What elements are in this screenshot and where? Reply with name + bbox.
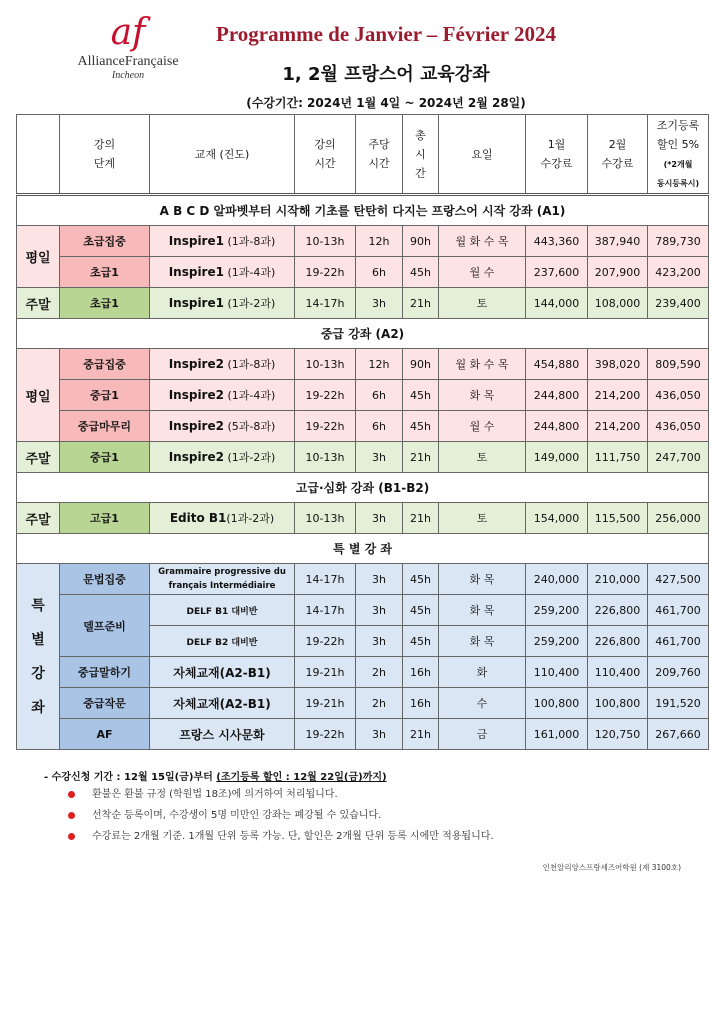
day-weekend: 주말	[17, 288, 60, 319]
table-cell: 문법집중	[60, 564, 150, 595]
table-cell: 3h	[356, 626, 403, 657]
table-cell: 461,700	[648, 626, 709, 657]
table-cell: 90h	[403, 226, 439, 257]
table-cell: 100,800	[526, 688, 588, 719]
table-cell: 45h	[403, 564, 439, 595]
table-cell: 237,600	[526, 257, 588, 288]
table-cell: 고급1	[60, 503, 150, 534]
table-cell: 115,500	[588, 503, 648, 534]
table-row	[17, 595, 709, 626]
table-cell: 100,800	[588, 688, 648, 719]
cell-text: 강	[31, 665, 45, 682]
table-cell: 454,880	[526, 349, 588, 380]
table-cell: 화 목	[439, 380, 526, 411]
table-cell: 화	[439, 657, 526, 688]
table-cell: AF	[60, 719, 150, 750]
table-cell: 239,400	[648, 288, 709, 319]
day-weekend: 주말	[17, 442, 60, 473]
table-cell: DELF B1 대비반	[150, 595, 295, 626]
section-special: 특 별 강 좌	[17, 534, 709, 564]
header-weekly: 주당 시간	[356, 115, 403, 195]
table-cell: 387,940	[588, 226, 648, 257]
table-row	[17, 719, 709, 750]
table-cell: 델프준비	[60, 595, 150, 657]
table-cell	[150, 380, 295, 411]
cell-text: (1과-8과)	[227, 235, 276, 248]
table-cell: 45h	[403, 257, 439, 288]
table-cell: 14-17h	[295, 564, 356, 595]
table-cell: 10-13h	[295, 503, 356, 534]
registration-period: - 수강신청 기간 : 12월 15일(금)부터 (조기등록 할인 : 12월 22일(금)까지)	[44, 772, 387, 783]
table-cell: 45h	[403, 595, 439, 626]
table-cell: 2h	[356, 688, 403, 719]
table-cell: 자체교재(A2-B1)	[150, 657, 295, 688]
table-cell: 6h	[356, 257, 403, 288]
table-cell: 자체교재(A2-B1)	[150, 688, 295, 719]
header-early: 조기등록 할인 5% (*2개월 동시등록시)	[648, 115, 709, 195]
table-cell: 423,200	[648, 257, 709, 288]
table-cell: Grammaire progressive du français Intermédiaire	[150, 564, 295, 595]
table-cell: 3h	[356, 288, 403, 319]
table-cell: 10-13h	[295, 349, 356, 380]
table-cell	[150, 257, 295, 288]
table-cell: 프랑스 시사문화	[150, 719, 295, 750]
table-row	[17, 657, 709, 688]
cell-text: Inspire1	[168, 265, 224, 279]
table-cell: 19-21h	[295, 688, 356, 719]
table-cell: 월 수	[439, 411, 526, 442]
table-cell: 427,500	[648, 564, 709, 595]
table-cell: 화 목	[439, 626, 526, 657]
footer-institute: 인천알리앙스프랑세즈어학원 (제 3100호)	[542, 863, 681, 872]
table-cell: 110,400	[588, 657, 648, 688]
table-cell: 111,750	[588, 442, 648, 473]
course-table	[16, 114, 709, 750]
table-cell: 중급말하기	[60, 657, 150, 688]
table-header	[17, 115, 709, 195]
cell-text: (1과-2과)	[227, 451, 276, 464]
table-cell: 247,700	[648, 442, 709, 473]
table-cell: 226,800	[588, 626, 648, 657]
table-cell: 3h	[356, 442, 403, 473]
table-cell: 3h	[356, 595, 403, 626]
table-cell: 461,700	[648, 595, 709, 626]
table-cell: 144,000	[526, 288, 588, 319]
table-cell: 토	[439, 442, 526, 473]
table-cell: 45h	[403, 380, 439, 411]
table-cell: 월 화 수 목	[439, 349, 526, 380]
table-cell: 10-13h	[295, 226, 356, 257]
table-cell: 267,660	[648, 719, 709, 750]
table-cell: 3h	[356, 503, 403, 534]
table-cell: 207,900	[588, 257, 648, 288]
table-cell: 809,590	[648, 349, 709, 380]
table-cell: 토	[439, 503, 526, 534]
logo-city: Incheon	[111, 70, 145, 81]
section-a2: 중급 강좌 (A2)	[17, 319, 709, 349]
table-cell: 월 수	[439, 257, 526, 288]
table-cell: 토	[439, 288, 526, 319]
table-cell: 244,800	[526, 411, 588, 442]
cell-text: (5과-8과)	[227, 420, 276, 433]
table-cell: 45h	[403, 411, 439, 442]
table-row	[17, 503, 709, 534]
table-cell: 3h	[356, 719, 403, 750]
header-level: 강의 단계	[60, 115, 150, 195]
table-row	[17, 349, 709, 380]
table-cell: 21h	[403, 503, 439, 534]
table-row	[17, 380, 709, 411]
table-cell: 19-22h	[295, 257, 356, 288]
page-title: Programme de Janvier – Février 2024	[216, 22, 556, 46]
table-cell: 중급1	[60, 442, 150, 473]
table-cell: 45h	[403, 626, 439, 657]
table-cell: 21h	[403, 442, 439, 473]
day-weekday: 평일	[17, 349, 60, 442]
table-cell: 21h	[403, 288, 439, 319]
table-cell: 중급1	[60, 380, 150, 411]
cell-text: (1과-2과)	[227, 297, 276, 310]
table-cell: 3h	[356, 564, 403, 595]
table-cell	[150, 349, 295, 380]
table-cell: 12h	[356, 349, 403, 380]
cell-text: Inspire1	[168, 296, 224, 310]
cell-text: (1과-4과)	[227, 389, 276, 402]
table-row	[17, 257, 709, 288]
table-cell: 226,800	[588, 595, 648, 626]
table-cell: 214,200	[588, 380, 648, 411]
bullet-icon	[68, 833, 75, 840]
table-cell: 436,050	[648, 380, 709, 411]
day-weekday: 평일	[17, 226, 60, 288]
table-cell: 2h	[356, 657, 403, 688]
bullet-icon	[68, 812, 75, 819]
table-cell: 14-17h	[295, 595, 356, 626]
day-special	[17, 564, 60, 750]
table-cell: 16h	[403, 657, 439, 688]
table-cell: 259,200	[526, 626, 588, 657]
header-total: 총 시 간	[403, 115, 439, 195]
table-cell: 19-22h	[295, 380, 356, 411]
table-cell: DELF B2 대비반	[150, 626, 295, 657]
list-item: 수강료는 2개월 기준. 1개월 단위 등록 가능. 단, 할인은 2개월 단위 등록 시에만 적용됩니다.	[68, 827, 668, 848]
table-cell: 화 목	[439, 595, 526, 626]
table-cell: 초급집중	[60, 226, 150, 257]
cell-text: 별	[31, 631, 45, 648]
header-hours: 강의 시간	[295, 115, 356, 195]
table-cell: 209,760	[648, 657, 709, 688]
cell-text: (1과-8과)	[227, 358, 276, 371]
table-cell: 초급1	[60, 257, 150, 288]
table-cell: 154,000	[526, 503, 588, 534]
table-row	[17, 442, 709, 473]
header-day	[17, 115, 60, 195]
logo-mark: af	[110, 12, 146, 53]
section-b1: 고급·심화 강좌 (B1-B2)	[17, 473, 709, 503]
table-cell	[150, 226, 295, 257]
table-cell: 214,200	[588, 411, 648, 442]
table-cell: 10-13h	[295, 442, 356, 473]
table-cell: 중급집중	[60, 349, 150, 380]
table-cell: 14-17h	[295, 288, 356, 319]
table-cell: 19-21h	[295, 657, 356, 688]
list-item: 선착순 등록이며, 수강생이 5명 미만인 강좌는 폐강될 수 있습니다.	[68, 806, 668, 827]
table-row	[17, 288, 709, 319]
bullet-icon	[68, 791, 75, 798]
table-cell: 16h	[403, 688, 439, 719]
section-a1: A B C D 알파벳부터 시작해 기초를 탄탄히 다지는 프랑스어 시작 강좌 (A1)	[17, 195, 709, 226]
notes-list	[68, 785, 668, 848]
table-cell	[150, 288, 295, 319]
table-cell: 161,000	[526, 719, 588, 750]
list-item: 환불은 환불 규정 (학원법 18조)에 의거하여 처리됩니다.	[68, 785, 668, 806]
table-cell: 191,520	[648, 688, 709, 719]
table-cell: 240,000	[526, 564, 588, 595]
table-cell	[150, 442, 295, 473]
day-weekend: 주말	[17, 503, 60, 534]
header-days: 요일	[439, 115, 526, 195]
cell-text: Inspire2	[168, 450, 224, 464]
table-cell: 19-22h	[295, 626, 356, 657]
cell-text: (1과-2과)	[226, 512, 275, 525]
table-cell: 수	[439, 688, 526, 719]
table-cell: 90h	[403, 349, 439, 380]
cell-text: 좌	[31, 699, 45, 716]
logo-name: AllianceFrançaise	[77, 54, 179, 69]
table-cell: 120,750	[588, 719, 648, 750]
table-cell: 244,800	[526, 380, 588, 411]
table-cell	[150, 411, 295, 442]
table-cell: 789,730	[648, 226, 709, 257]
table-cell: 중급마무리	[60, 411, 150, 442]
cell-text: Inspire1	[168, 234, 224, 248]
table-cell	[150, 503, 295, 534]
cell-text: Edito B1	[169, 511, 227, 525]
table-cell: 149,000	[526, 442, 588, 473]
table-cell: 110,400	[526, 657, 588, 688]
table-cell: 19-22h	[295, 719, 356, 750]
table-cell: 210,000	[588, 564, 648, 595]
table-row	[17, 564, 709, 595]
header-feb: 2월 수강료	[588, 115, 648, 195]
table-row	[17, 226, 709, 257]
table-row	[17, 688, 709, 719]
course-period: (수강기간: 2024년 1월 4일 ~ 2024년 2월 28일)	[246, 96, 526, 110]
table-cell: 중급작문	[60, 688, 150, 719]
cell-text: 특	[31, 597, 45, 614]
table-cell: 256,000	[648, 503, 709, 534]
table-cell: 436,050	[648, 411, 709, 442]
table-cell: 19-22h	[295, 411, 356, 442]
cell-text: Inspire2	[168, 388, 224, 402]
cell-text: Inspire2	[168, 357, 224, 371]
table-row	[17, 411, 709, 442]
table-cell: 12h	[356, 226, 403, 257]
table-cell: 443,360	[526, 226, 588, 257]
header-book: 교재 (진도)	[150, 115, 295, 195]
table-cell: 월 화 수 목	[439, 226, 526, 257]
table-cell: 6h	[356, 411, 403, 442]
table-cell: 6h	[356, 380, 403, 411]
cell-text: Inspire2	[168, 419, 224, 433]
cell-text: (1과-4과)	[227, 266, 276, 279]
header-jan: 1월 수강료	[526, 115, 588, 195]
table-cell: 금	[439, 719, 526, 750]
alliance-francaise-logo	[68, 14, 188, 81]
page-subtitle: 1, 2월 프랑스어 교육강좌	[282, 64, 490, 85]
table-cell: 398,020	[588, 349, 648, 380]
table-cell: 화 목	[439, 564, 526, 595]
table-cell: 21h	[403, 719, 439, 750]
table-cell: 108,000	[588, 288, 648, 319]
table-cell: 259,200	[526, 595, 588, 626]
table-cell: 초급1	[60, 288, 150, 319]
